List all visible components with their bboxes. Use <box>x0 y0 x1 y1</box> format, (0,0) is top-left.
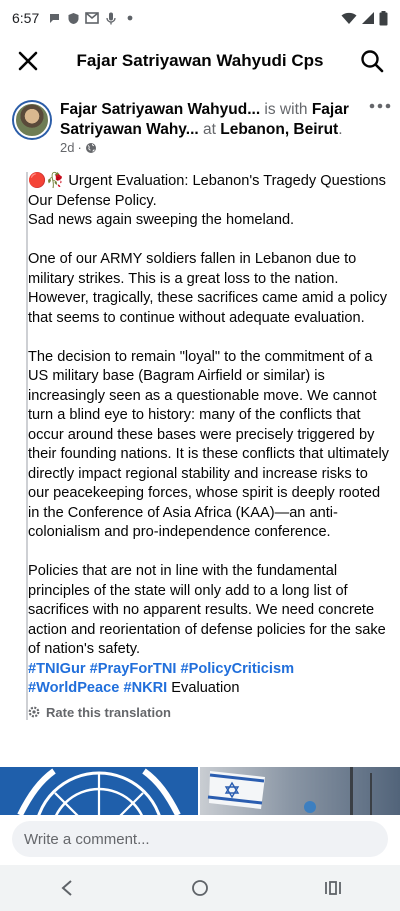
wifi-icon <box>341 11 357 25</box>
post-author-line <box>60 100 360 140</box>
tagged-name[interactable]: Fajar Satriyawan Wahy... <box>60 101 349 138</box>
meta-separator: · <box>77 140 82 155</box>
post-paragraph: One of our ARMY soldiers fallen in Lebanon due to military strikes. This is a great loss to the nation. However, tragically, these sacrifices came amid a policy that seems to continue without adequate evaluation. <box>28 251 388 326</box>
chat-notification-icon <box>47 11 61 25</box>
recents-button[interactable] <box>313 868 353 908</box>
post-paragraph-text: Policies that are not in line with the fundamental principles of the state will only add to a long list of sacrifices with no apparent results. We need concrete action and reorientation of defense policies for the sake of nation's safety. <box>28 563 386 657</box>
home-icon <box>191 879 209 897</box>
hashtag-link[interactable]: #PolicyCriticism <box>180 660 295 677</box>
post-paragraph: The decision to remain "loyal" to the commitment of a US military base (Bagram Airfield or similar) is increasingly seen as a questionable move. We cannot turn a blind eye to history: many of the conflicts that occur around these bases were precisely triggered by their founding nations. It is these conflicts that ultimately directly impact regional stability and increase risks to our peacekeeping forces, whose spirit is deeply rooted in the Conference of Asia Africa (KAA)—an anti-colonialism and pro-independence conference. <box>28 348 389 540</box>
more-options-button[interactable] <box>368 98 392 114</box>
dot-notification-icon <box>123 11 137 25</box>
post-media[interactable] <box>0 767 400 815</box>
mail-notification-icon <box>85 11 99 25</box>
translated-post <box>26 172 392 720</box>
flag-photo-image[interactable] <box>200 767 400 815</box>
rate-translation-button[interactable] <box>28 705 392 720</box>
hashtag-link[interactable]: #NKRI <box>123 680 168 696</box>
globe-icon <box>85 142 97 154</box>
post-time[interactable]: 2d <box>60 140 75 155</box>
close-icon <box>18 51 38 71</box>
battery-icon <box>379 11 388 26</box>
system-nav-bar <box>0 865 400 911</box>
status-indicators <box>341 11 388 26</box>
app-bar <box>0 36 400 86</box>
back-icon <box>60 880 74 896</box>
page-title: Fajar Satriyawan Wahyudi Cps <box>76 51 324 70</box>
mic-notification-icon <box>104 11 118 25</box>
home-button[interactable] <box>180 868 220 908</box>
hashtag-link[interactable]: #TNIGur <box>28 660 86 677</box>
place-suffix: . <box>338 121 343 138</box>
post-paragraph: 🔴🥀 Urgent Evaluation: Lebanon's Tragedy Questions Our Defense Policy. Sad news again sweeping the homeland. <box>28 173 386 228</box>
status-time: 6:57 <box>12 10 40 26</box>
status-bar <box>0 0 400 36</box>
recents-icon <box>324 880 342 896</box>
post-header <box>0 96 400 158</box>
hashtag-link[interactable]: #WorldPeace <box>28 680 120 696</box>
search-button[interactable] <box>354 43 390 79</box>
hashtag-link[interactable]: #PrayForTNI <box>89 660 177 677</box>
back-button[interactable] <box>47 868 87 908</box>
author-name[interactable]: Fajar Satriyawan Wahyud... <box>60 101 261 118</box>
rate-translation-label: Rate this translation <box>46 704 171 720</box>
comment-bar <box>0 815 400 865</box>
search-icon <box>360 49 384 73</box>
with-text: is with <box>260 101 312 118</box>
gear-icon <box>28 706 40 718</box>
post-paragraph-final <box>28 562 392 699</box>
at-text: at <box>198 121 221 138</box>
post-meta <box>60 140 97 155</box>
more-icon <box>369 103 391 109</box>
comment-input[interactable] <box>12 821 388 857</box>
hashtag-suffix: Evaluation <box>167 680 240 696</box>
un-emblem-image[interactable] <box>0 767 198 815</box>
location-link[interactable]: Lebanon, Beirut <box>220 121 339 138</box>
close-button[interactable] <box>10 43 46 79</box>
avatar[interactable] <box>12 100 52 140</box>
signal-icon <box>361 11 375 25</box>
shield-notification-icon <box>66 11 80 25</box>
